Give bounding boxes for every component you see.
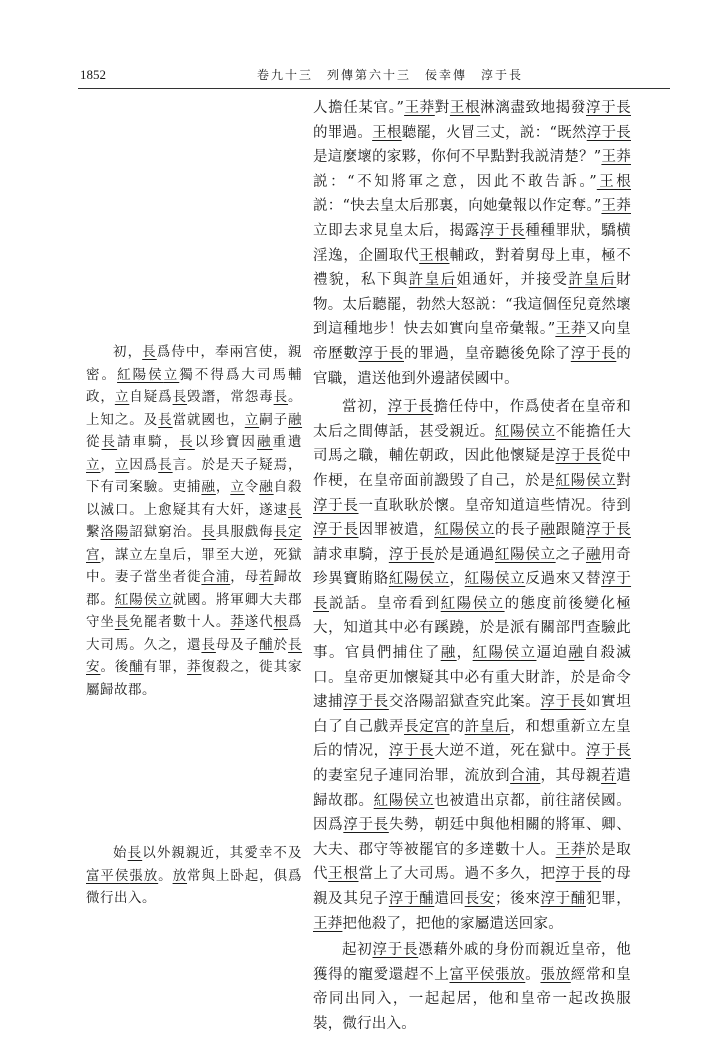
proper-noun: 立	[114, 389, 130, 405]
text-run: 於	[273, 636, 289, 653]
proper-noun: 融	[201, 479, 216, 495]
text-run: 免罷者數十人。	[129, 614, 231, 630]
text-run: 歸故郡。	[86, 569, 303, 608]
proper-noun: 許皇后	[408, 272, 457, 289]
proper-noun: 許皇后	[464, 718, 511, 735]
proper-noun: 淳于長	[555, 866, 602, 883]
text-run: 當上了大司馬。過不多久，把	[358, 866, 556, 883]
proper-noun: 放	[172, 867, 188, 884]
text-run: 起初	[342, 942, 373, 959]
text-run: 以外親親近，其愛幸不及	[142, 845, 303, 861]
text-run: 犯罪，	[585, 891, 631, 907]
header-rule	[78, 88, 670, 89]
text-run: 大逆不道，死在獄中。	[434, 743, 586, 760]
text-run: 。	[158, 867, 173, 884]
text-run: ，謀立左皇后，罪至大逆，死獄中。妻子當坐者徙	[86, 546, 303, 585]
proper-noun: 融	[568, 645, 585, 662]
proper-noun: 立	[520, 645, 537, 662]
text-run: 因罪被遣，	[358, 522, 435, 539]
text-run: 毁譖，常怨毒	[187, 389, 274, 405]
text-run: 。	[525, 966, 541, 983]
translation-paragraph	[313, 395, 631, 936]
proper-noun: 紅陽侯	[434, 522, 480, 539]
text-run: 母及子	[215, 636, 260, 653]
proper-noun: 張放	[129, 867, 159, 884]
proper-noun: 長	[288, 501, 302, 518]
proper-noun: 融	[585, 546, 602, 563]
text-run: 是這麼壞的家夥，你何不早點對我説清楚？”	[313, 149, 602, 166]
text-run: 説：“快去皇太后那裏，向她彙報以作定奪。”	[313, 198, 602, 215]
proper-noun: 根	[273, 614, 289, 630]
proper-noun: 淳于長	[540, 694, 586, 711]
text-run: 之子	[555, 546, 586, 563]
text-run: 遣回	[434, 891, 465, 907]
text-run: 因爲	[129, 456, 159, 473]
proper-noun: 長	[142, 344, 157, 360]
text-run: ，	[215, 479, 231, 495]
proper-noun: 淳于長	[387, 399, 434, 416]
text-run: 的妻室兒子連同治罪，流放到	[313, 768, 511, 785]
text-run: 於是取代	[313, 841, 631, 883]
text-run: 立即去求見皇太后，揭露	[313, 222, 480, 239]
proper-noun: 合浦	[201, 569, 231, 585]
proper-noun: 張放	[494, 966, 526, 983]
proper-noun: 長安	[464, 891, 495, 907]
proper-noun: 王莽	[555, 321, 587, 338]
text-run: 不能擔任大司馬之職，輔佐朝政，因此他懷疑是	[313, 423, 631, 465]
text-run: ；後來	[494, 891, 541, 907]
proper-noun: 莽	[230, 614, 245, 630]
text-run: 遣歸故郡。	[313, 768, 631, 809]
text-run: 經常和皇帝同出同入，一起起居，他和皇帝一起改换服裝，微行出入。	[313, 966, 631, 1032]
text-run: 輔政，對着舅母上車，極不禮貌，私下與	[313, 247, 631, 289]
text-run: 姐通奸，并接受	[456, 272, 569, 289]
text-run: ，	[449, 571, 465, 588]
text-run: 遂代	[244, 614, 274, 630]
proper-noun: 立	[479, 522, 495, 539]
proper-noun: 淳于長	[586, 100, 631, 116]
proper-noun: 淳于長	[570, 345, 617, 362]
text-run: 具服戲侮	[215, 524, 274, 540]
proper-noun: 立	[488, 595, 505, 612]
proper-noun: 長	[158, 456, 173, 473]
text-run: 對	[434, 100, 450, 116]
proper-noun: 長	[201, 636, 216, 653]
proper-noun: 立	[158, 591, 173, 608]
proper-noun: 淳于長	[479, 222, 526, 239]
text-run: 反過來又替	[525, 571, 602, 588]
text-run: 爲大司馬。久之，還	[86, 614, 303, 653]
proper-noun: 立	[244, 411, 260, 428]
proper-noun: 酺	[259, 636, 274, 653]
text-run: 。後	[100, 659, 130, 675]
text-run: 言。於是天子疑焉，下有司案驗。吏捕	[86, 456, 303, 495]
proper-noun: 淳于長	[343, 694, 389, 711]
proper-noun: 許皇后	[568, 272, 617, 289]
proper-noun: 紅陽侯	[373, 792, 420, 809]
text-run: 於是通過	[434, 546, 495, 563]
text-run: 當初，	[342, 399, 388, 416]
text-run: 用奇珍異寶賄賂	[313, 546, 632, 588]
text-run: 詔獄窮治。	[129, 524, 202, 540]
proper-noun: 王莽	[313, 915, 343, 932]
text-run: 請求車騎，	[313, 546, 389, 563]
text-run: 初，	[113, 344, 143, 360]
classical-paragraph	[86, 842, 302, 910]
text-run: 繫	[86, 524, 101, 540]
proper-noun: 長定宫	[403, 718, 450, 735]
text-run: 當就國也，	[172, 411, 245, 428]
text-run: 自殺以滅口。上愈疑其有大奸，遂逮	[86, 479, 303, 518]
text-run: ，母	[230, 569, 260, 585]
text-run: ，	[100, 456, 115, 473]
text-run: 復殺之，徙其家屬歸故郡。	[86, 659, 303, 698]
text-run: 嗣子	[259, 411, 289, 428]
text-run: 的	[449, 718, 465, 735]
proper-noun: 合浦	[510, 768, 541, 785]
text-run: 重遺	[272, 434, 303, 450]
text-run: ，和想重新立左皇后的情况，	[313, 718, 631, 760]
proper-noun: 立	[540, 546, 556, 563]
text-run: 令	[244, 479, 260, 495]
proper-noun: 王根	[328, 866, 359, 883]
proper-noun: 淳于酺	[388, 891, 435, 907]
proper-noun: 紅陽侯	[440, 595, 489, 612]
text-run: 的長子	[494, 522, 541, 539]
proper-noun: 富平侯	[86, 867, 130, 884]
text-run: 逼迫	[536, 645, 569, 662]
text-run: 的罪過。	[313, 124, 373, 141]
proper-noun: 王根	[596, 173, 631, 190]
proper-noun: 淳于長	[358, 345, 404, 362]
text-run: 淋漓盡致地揭發	[480, 100, 587, 116]
proper-noun: 融	[540, 522, 556, 539]
proper-noun: 紅陽侯	[464, 571, 511, 588]
text-run: 跟隨	[555, 522, 586, 539]
text-run: 憑藉外戚的身份而親近皇帝，他獲得的寵愛還趕不上	[313, 942, 631, 983]
proper-noun: 長	[101, 434, 118, 450]
proper-noun: 長	[114, 614, 130, 630]
text-run: 有罪，	[143, 659, 188, 675]
text-run: 就國。將軍卿大夫郡守坐	[86, 591, 303, 630]
text-run: 説：“不知將軍之意，因此不敢告訴。”	[313, 173, 597, 190]
proper-noun: 王莽	[404, 100, 435, 116]
proper-noun: 融	[288, 411, 303, 428]
proper-noun: 若	[259, 569, 274, 585]
proper-noun: 長定宫	[86, 524, 303, 563]
text-run: 從中作梗，在皇帝面前譭毁了自己，於是	[313, 448, 631, 489]
translation-paragraph	[313, 96, 631, 391]
proper-noun: 王莽	[555, 841, 586, 858]
text-run: ，	[456, 645, 473, 662]
text-run: 聽罷，火冒三丈，説：“既然	[401, 124, 587, 141]
proper-noun: 融	[259, 479, 274, 495]
text-run: 對	[616, 472, 631, 489]
proper-noun: 王根	[372, 124, 402, 141]
text-run: 把他殺了，把他的家屬遣送回家。	[342, 915, 563, 932]
proper-noun: 紅陽侯	[117, 366, 164, 383]
text-run: 擔任侍中，作爲使者在皇帝和太后之間傳話，甚受親近。	[313, 399, 631, 440]
proper-noun: 淳于長	[313, 522, 359, 539]
text-run: 又向皇帝歷數	[313, 321, 631, 362]
proper-noun: 立	[114, 456, 130, 473]
text-run: 自疑爲	[129, 389, 173, 405]
proper-noun: 長	[179, 434, 195, 450]
proper-noun: 洛陽	[100, 524, 130, 540]
proper-noun: 紅陽侯	[388, 571, 435, 588]
text-run: 。上知之。及	[86, 389, 303, 428]
proper-noun: 融	[440, 645, 457, 662]
text-run: 以珍寶因	[194, 434, 257, 450]
text-run: 爲侍中，奉兩宫使，親密。	[86, 344, 303, 383]
proper-noun: 立	[540, 423, 556, 440]
text-run: 的態度前後變化極大，知道其中必有蹊蹺，於是派有關部門查驗此事。官員們捕住了	[313, 595, 631, 662]
text-run: 從	[86, 434, 102, 450]
proper-noun: 王莽	[601, 198, 631, 215]
text-run: 請車騎，	[117, 434, 180, 450]
text-run: 獨不得爲大司馬輔政，	[86, 366, 303, 405]
proper-noun: 紅陽侯	[472, 645, 521, 662]
proper-noun: 立	[434, 571, 450, 588]
proper-noun: 莽	[187, 659, 202, 675]
text-run: 失勢，朝廷中與他相關的將軍、卿、大夫、郡守等被罷官的多達數十人。	[313, 817, 631, 858]
proper-noun: 淳于長	[313, 571, 632, 612]
proper-noun: 酺	[129, 659, 144, 675]
proper-noun: 融	[256, 434, 273, 450]
proper-noun: 紅陽侯	[114, 591, 159, 608]
proper-noun: 王莽	[601, 149, 631, 166]
proper-noun: 長	[127, 845, 143, 861]
text-run: 財物。太后聽罷，勃然大怒説：“我這個侄兒竟然壞到這種地步！快去如實向皇帝彙報。”	[313, 272, 631, 338]
translation-paragraph	[313, 938, 631, 1036]
proper-noun: 立	[86, 456, 101, 473]
proper-noun: 長	[201, 524, 216, 540]
proper-noun: 淳于長	[313, 497, 359, 514]
text-run: 説話。皇帝看到	[328, 595, 441, 612]
proper-noun: 王根	[449, 100, 481, 116]
text-run: ，其母親	[540, 768, 602, 785]
text-run: 種種罪狀，驕横淫逸，企圖取代	[313, 222, 631, 264]
proper-noun: 淳于長	[343, 817, 389, 834]
translation-column	[313, 96, 631, 1037]
proper-noun: 淳于長	[388, 743, 435, 760]
proper-noun: 紅陽侯	[494, 546, 541, 563]
text-run: 的罪過，皇帝聽後免除了	[404, 345, 571, 362]
text-run: 始	[113, 845, 128, 861]
text-run: 也被遣出京都，前往諸侯國。因爲	[313, 792, 631, 834]
running-header: 卷九十三 列傳第六十三 佞幸傳 淳于長	[256, 68, 523, 82]
proper-noun: 富平侯	[449, 966, 495, 983]
proper-noun: 淳于長	[555, 448, 602, 465]
proper-noun: 立	[419, 792, 435, 809]
proper-noun: 若	[601, 768, 617, 785]
proper-noun: 淳于長	[388, 546, 435, 563]
text-run: 常與上卧起，俱爲微行出入。	[86, 867, 303, 906]
proper-noun: 淳于酺	[540, 891, 586, 907]
proper-noun: 長安	[86, 636, 303, 675]
proper-noun: 長	[172, 389, 188, 405]
text-run: 的官職，遣送他到外邊諸侯國中。	[313, 345, 631, 387]
text-run: 人擔任某官。”	[313, 100, 405, 116]
proper-noun: 紅陽侯	[494, 423, 541, 440]
text-run: 一直耿耿於懷。皇帝知道這些情况。待到	[358, 497, 631, 514]
proper-noun: 立	[230, 479, 245, 495]
text-run: 的母親及其兒子	[313, 866, 631, 907]
proper-noun: 王根	[419, 247, 450, 264]
proper-noun: 張放	[540, 966, 571, 983]
text-run: 交洛陽詔獄查究此案。	[388, 694, 541, 711]
page-number: 1852	[80, 67, 106, 82]
proper-noun: 紅陽侯	[555, 472, 602, 489]
proper-noun: 長	[158, 411, 173, 428]
proper-noun: 立	[163, 366, 180, 383]
proper-noun: 長	[273, 389, 289, 405]
proper-noun: 立	[601, 472, 617, 489]
proper-noun: 淳于長	[372, 942, 419, 959]
proper-noun: 淳于長	[585, 743, 631, 760]
text-run: 自殺滅口。皇帝更加懷疑其中必有重大財詐，於是命令逮捕	[313, 645, 631, 711]
proper-noun: 淳于長	[586, 124, 631, 141]
proper-noun: 立	[510, 571, 526, 588]
classical-paragraph	[86, 341, 302, 701]
text-run: 如實坦白了自己戲弄	[313, 694, 631, 735]
proper-noun: 淳于長	[585, 522, 632, 539]
